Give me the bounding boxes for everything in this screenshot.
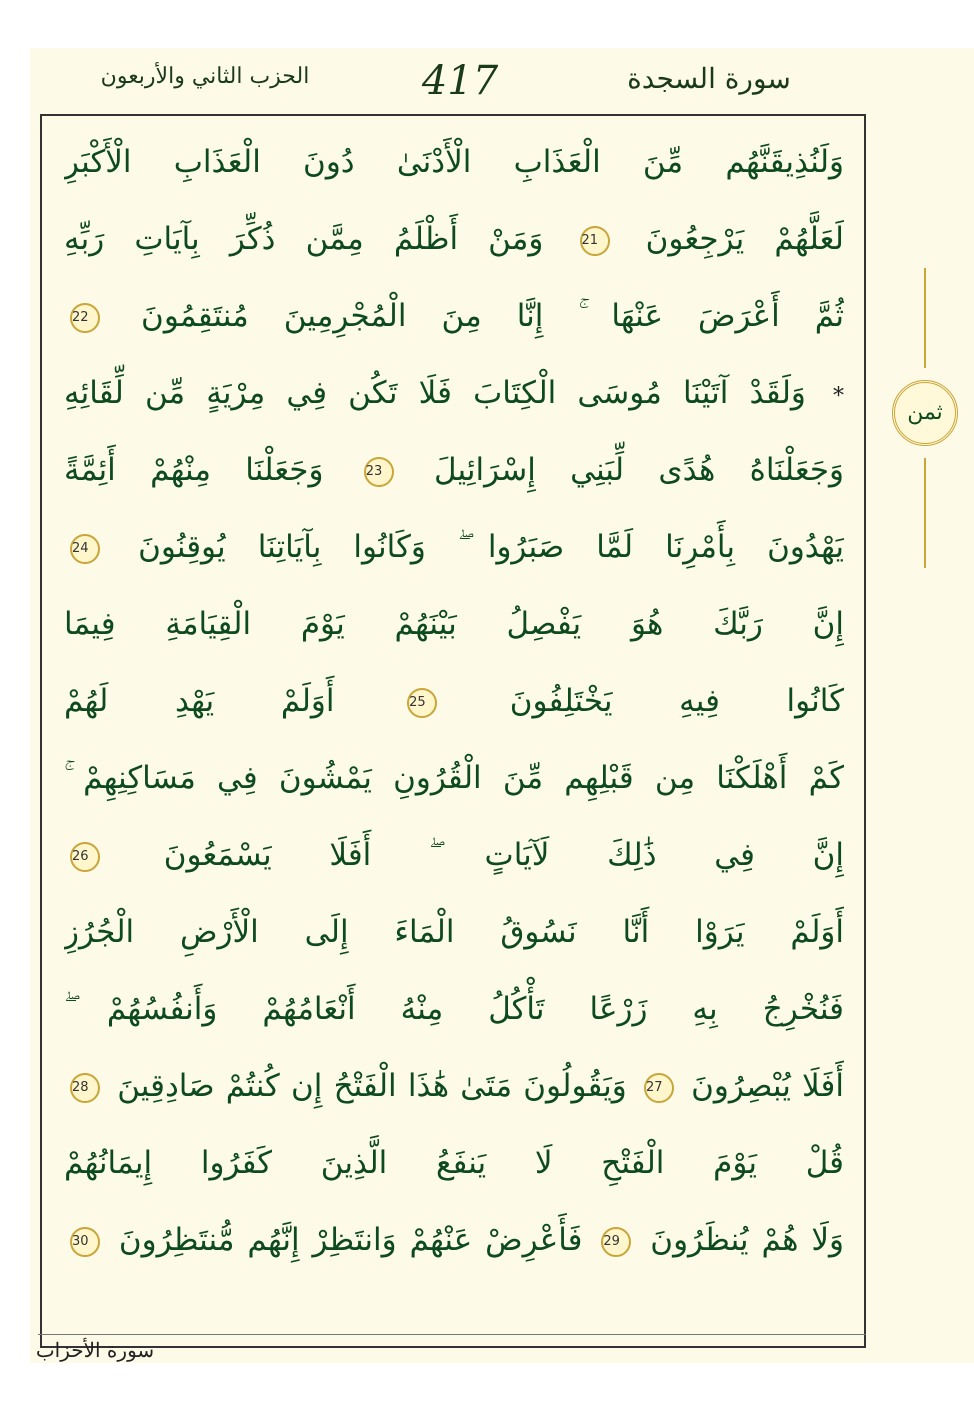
- ayah-number-marker: 22: [70, 303, 100, 333]
- verse-text: ثُمَّ أَعْرَضَ عَنْهَا ۚ إِنَّا مِنَ الْمُجْرِمِينَ مُنتَقِمُونَ: [141, 298, 844, 334]
- ayah-number-marker: 27: [644, 1073, 674, 1103]
- verse-text: كَمْ أَهْلَكْنَا مِن قَبْلِهِم مِّنَ الْقُرُونِ يَمْشُونَ فِي مَسَاكِنِهِمْ ۚ: [64, 760, 844, 796]
- rub-medallion: [892, 380, 958, 446]
- text-frame: [40, 114, 866, 1348]
- page-footer: [30, 1332, 974, 1363]
- verse-line: [64, 201, 844, 278]
- verse-line: [64, 432, 844, 509]
- verse-text: وَلَا هُمْ يُنظَرُونَ: [650, 1222, 844, 1258]
- ayah-number-marker: 29: [601, 1227, 631, 1257]
- verse-text: وَجَعَلْنَاهُ هُدًى لِّبَنِي إِسْرَائِيلَ: [434, 452, 844, 488]
- verse-text: فَنُخْرِجُ بِهِ زَرْعًا تَأْكُلُ مِنْهُ أَنْعَامُهُمْ وَأَنفُسُهُمْ ۖ: [64, 991, 844, 1027]
- verse-line: [64, 355, 844, 432]
- verse-line: [64, 1048, 844, 1125]
- verse-text: وَجَعَلْنَا مِنْهُمْ أَئِمَّةً: [64, 452, 324, 488]
- verse-line: [64, 740, 844, 817]
- page-header: [30, 48, 974, 110]
- surah-title: سورة السجدة: [627, 62, 791, 95]
- verse-line: [64, 124, 844, 201]
- mushaf-page: [30, 48, 974, 1363]
- verse-line: [64, 1202, 844, 1279]
- verse-line: [64, 509, 844, 586]
- verse-text: إِنَّ رَبَّكَ هُوَ يَفْصِلُ بَيْنَهُمْ يَوْمَ الْقِيَامَةِ فِيمَا: [64, 606, 844, 642]
- verse-text: أَفَلَا يُبْصِرُونَ: [691, 1068, 844, 1104]
- verse-line: [64, 971, 844, 1048]
- verse-text: يَهْدُونَ بِأَمْرِنَا لَمَّا صَبَرُوا ۖ وَكَانُوا بِآيَاتِنَا يُوقِنُونَ: [138, 529, 844, 565]
- ayah-number-marker: 26: [70, 842, 100, 872]
- catchword: سورة الأحزاب: [35, 1338, 155, 1362]
- verse-line: [64, 278, 844, 355]
- ayah-number-marker: 28: [70, 1073, 100, 1103]
- margin-ornament-top: [924, 268, 926, 368]
- verse-line: [64, 586, 844, 663]
- verse-lines: [64, 124, 844, 1279]
- verse-text: كَانُوا فِيهِ يَخْتَلِفُونَ: [509, 683, 844, 719]
- page-number: 417: [421, 58, 499, 104]
- ayah-number-marker: 23: [364, 457, 394, 487]
- ayah-number-marker: 30: [70, 1227, 100, 1257]
- verse-text: وَلَنُذِيقَنَّهُم مِّنَ الْعَذَابِ الْأَدْنَىٰ دُونَ الْعَذَابِ الْأَكْبَرِ: [64, 144, 844, 180]
- verse-line: [64, 894, 844, 971]
- verse-line: [64, 663, 844, 740]
- rub-star-icon: *: [833, 384, 844, 409]
- ayah-number-marker: 24: [70, 534, 100, 564]
- verse-text: وَلَقَدْ آتَيْنَا مُوسَى الْكِتَابَ فَلَا تَكُن فِي مِرْيَةٍ مِّن لِّقَائِهِ: [64, 375, 806, 411]
- verse-text: إِنَّ فِي ذَٰلِكَ لَآيَاتٍ ۖ أَفَلَا يَسْمَعُونَ: [163, 837, 844, 873]
- margin-column: [876, 48, 974, 1363]
- verse-text: فَأَعْرِضْ عَنْهُمْ وَانتَظِرْ إِنَّهُم مُّنتَظِرُونَ: [118, 1222, 583, 1258]
- margin-ornament-bottom: [924, 458, 926, 568]
- verse-text: لَعَلَّهُمْ يَرْجِعُونَ: [645, 221, 844, 257]
- ayah-number-marker: 21: [580, 226, 610, 256]
- verse-text: وَمَنْ أَظْلَمُ مِمَّن ذُكِّرَ بِآيَاتِ رَبِّهِ: [64, 221, 544, 257]
- verse-text: وَيَقُولُونَ مَتَىٰ هَٰذَا الْفَتْحُ إِن كُنتُمْ صَادِقِينَ: [117, 1068, 627, 1104]
- verse-text: أَوَلَمْ يَهْدِ لَهُمْ: [64, 683, 335, 719]
- footer-divider: [38, 1334, 866, 1335]
- verse-line: [64, 1125, 844, 1202]
- verse-text: أَوَلَمْ يَرَوْا أَنَّا نَسُوقُ الْمَاءَ إِلَى الْأَرْضِ الْجُرُزِ: [64, 914, 844, 950]
- ayah-number-marker: 25: [407, 688, 437, 718]
- verse-text: قُلْ يَوْمَ الْفَتْحِ لَا يَنفَعُ الَّذِينَ كَفَرُوا إِيمَانُهُمْ: [64, 1145, 844, 1181]
- verse-line: [64, 817, 844, 894]
- rub-marker-label: ثمن: [907, 400, 943, 425]
- hizb-title: الحزب الثاني والأربعون: [100, 64, 310, 89]
